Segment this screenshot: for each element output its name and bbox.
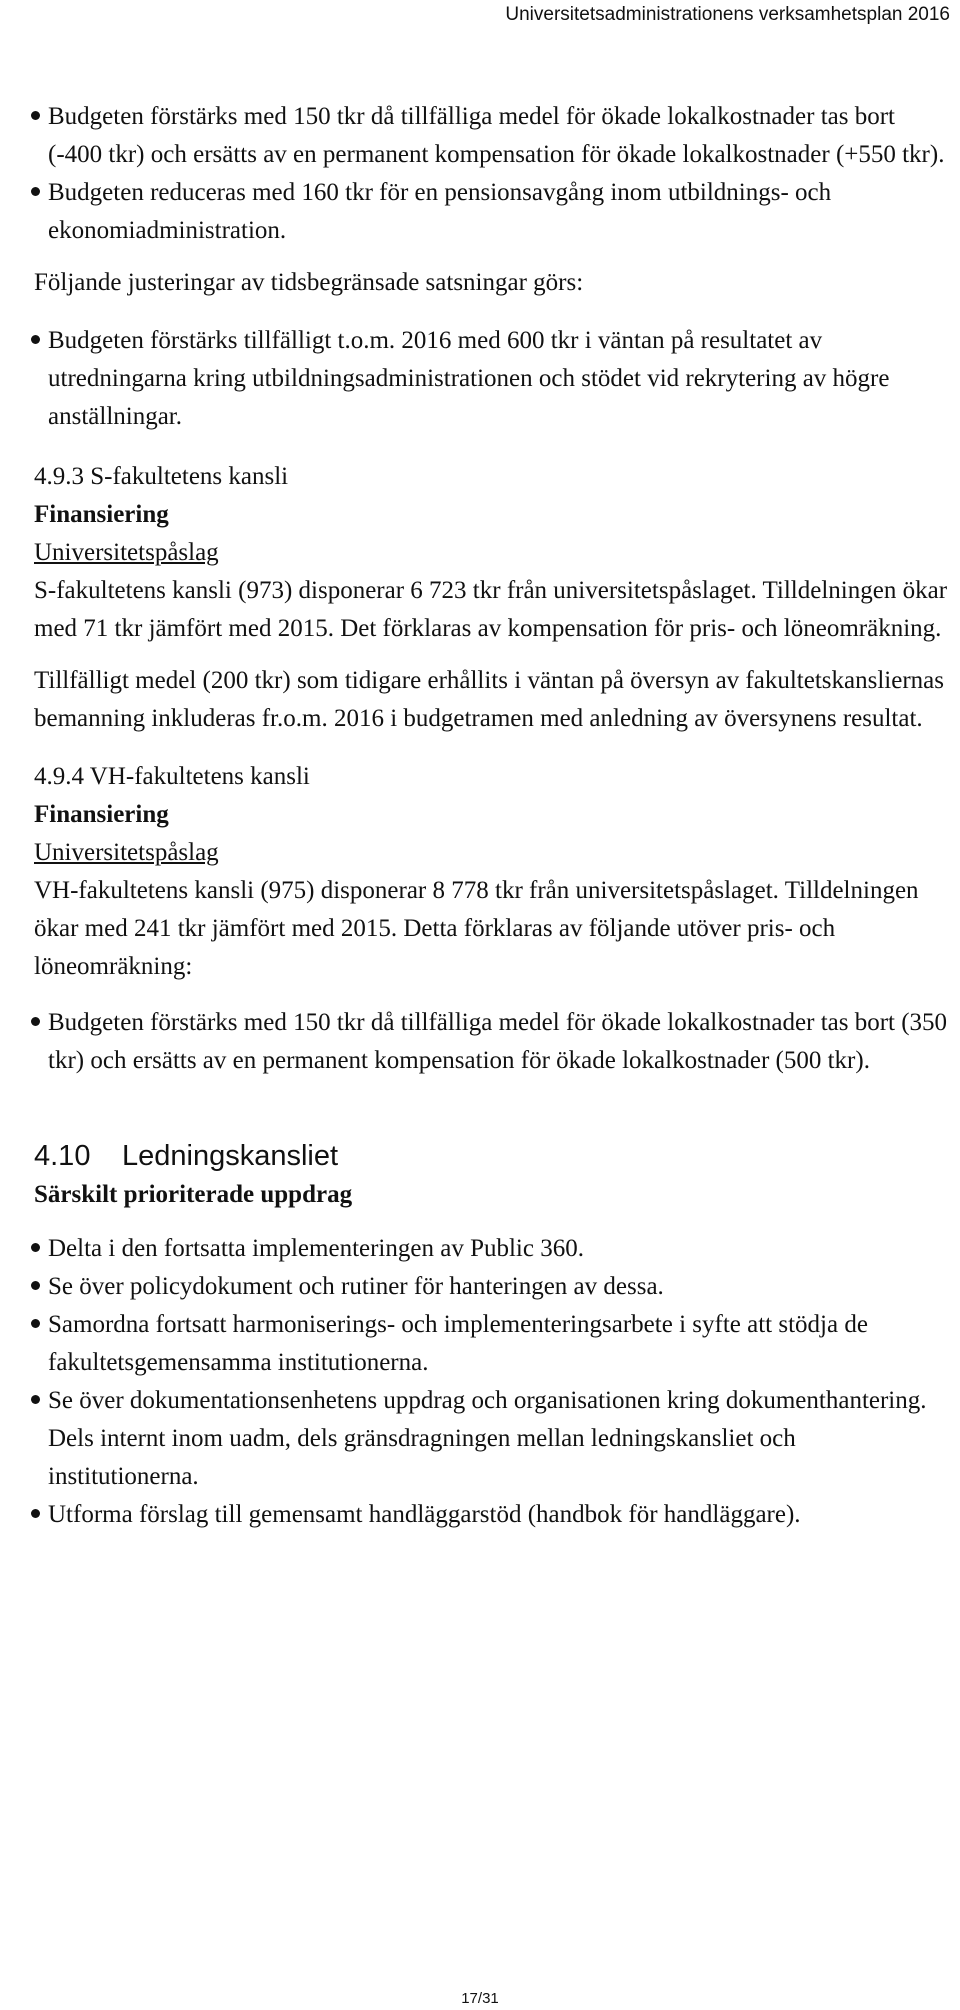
bullet-list-uppdrag [34, 1230, 949, 1534]
section-heading-4-9-3: 4.9.3 S-fakultetens kansli [34, 463, 289, 490]
paragraph: VH-fakultetens kansli (975) disponerar 8 778 tkr från universitetspåslaget. Tilldelningen ökar med 241 tkr jämfört med 2015. Detta förklaras av följande utöver pris- och löneomräkning: [34, 877, 919, 980]
subheading-finansiering: Finansiering [34, 801, 169, 828]
list-item: Se över dokumentationsenhetens uppdrag och organisationen kring dokumenthantering. Dels internt inom uadm, dels gränsdragningen mellan ledningskansliet och institutionerna. [34, 1382, 949, 1496]
bullet-icon [31, 1281, 40, 1290]
bullet-icon [31, 1017, 40, 1026]
list-item: Utforma förslag till gemensamt handläggarstöd (handbok för handläggare). [34, 1496, 949, 1534]
list-item: Budgeten förstärks med 150 tkr då tillfälliga medel för ökade lokalkostnader tas bort (-400 tkr) och ersätts av en permanent kompensation för ökade lokalkostnader (+550 tkr). [34, 98, 949, 174]
paragraph: S-fakultetens kansli (973) disponerar 6 723 tkr från universitetspåslaget. Tilldelningen ökar med 71 tkr jämfört med 2015. Det förklaras av kompensation för pris- och löneomräkning. [34, 577, 948, 642]
running-header: Universitetsadministrationens verksamhetsplan 2016 [505, 4, 950, 25]
list-item: Delta i den fortsatta implementeringen av Public 360. [34, 1230, 949, 1268]
bullet-list-budget [34, 98, 949, 250]
paragraph: Tillfälligt medel (200 tkr) som tidigare erhållits i väntan på översyn av fakultetskansliernas bemanning inkluderas fr.o.m. 2016 i budgetramen med anledning av översynens resultat. [34, 667, 944, 732]
list-item: Samordna fortsatt harmoniserings- och implementeringsarbete i syfte att stödja de fakultetsgemensamma institutionerna. [34, 1306, 949, 1382]
section-heading-4-9-4: 4.9.4 VH-fakultetens kansli [34, 763, 310, 790]
bullet-icon [31, 187, 40, 196]
subheading-prioriterade: Särskilt prioriterade uppdrag [34, 1181, 353, 1208]
subheading-universitetspaslag: Universitetspåslag [34, 839, 219, 866]
section-title: Ledningskansliet [122, 1140, 339, 1172]
bullet-icon [31, 1509, 40, 1518]
list-item: Budgeten förstärks med 150 tkr då tillfälliga medel för ökade lokalkostnader tas bort (350 tkr) och ersätts av en permanent kompensation för ökade lokalkostnader (500 tkr). [34, 1004, 949, 1080]
page-number: 17/31 [461, 1990, 499, 2007]
subheading-finansiering: Finansiering [34, 501, 169, 528]
list-item: Budgeten reduceras med 160 tkr för en pensionsavgång inom utbildnings- och ekonomiadministration. [34, 174, 949, 250]
bullet-icon [31, 111, 40, 120]
bullet-list-vh [34, 1004, 949, 1080]
bullet-icon [31, 1319, 40, 1328]
bullet-icon [31, 335, 40, 344]
bullet-icon [31, 1243, 40, 1252]
list-item: Se över policydokument och rutiner för hanteringen av dessa. [34, 1268, 949, 1306]
list-item: Budgeten förstärks tillfälligt t.o.m. 2016 med 600 tkr i väntan på resultatet av utredningarna kring utbildningsadministrationen och stödet vid rekrytering av högre anställningar. [34, 322, 949, 436]
section-number: 4.10 [34, 1140, 91, 1172]
bullet-list-temporary [34, 322, 949, 436]
subheading-universitetspaslag: Universitetspåslag [34, 539, 219, 566]
section-heading-4-10 [34, 1136, 949, 1176]
page-content [34, 98, 949, 1534]
paragraph-intro: Följande justeringar av tidsbegränsade satsningar görs: [34, 269, 584, 296]
bullet-icon [31, 1395, 40, 1404]
